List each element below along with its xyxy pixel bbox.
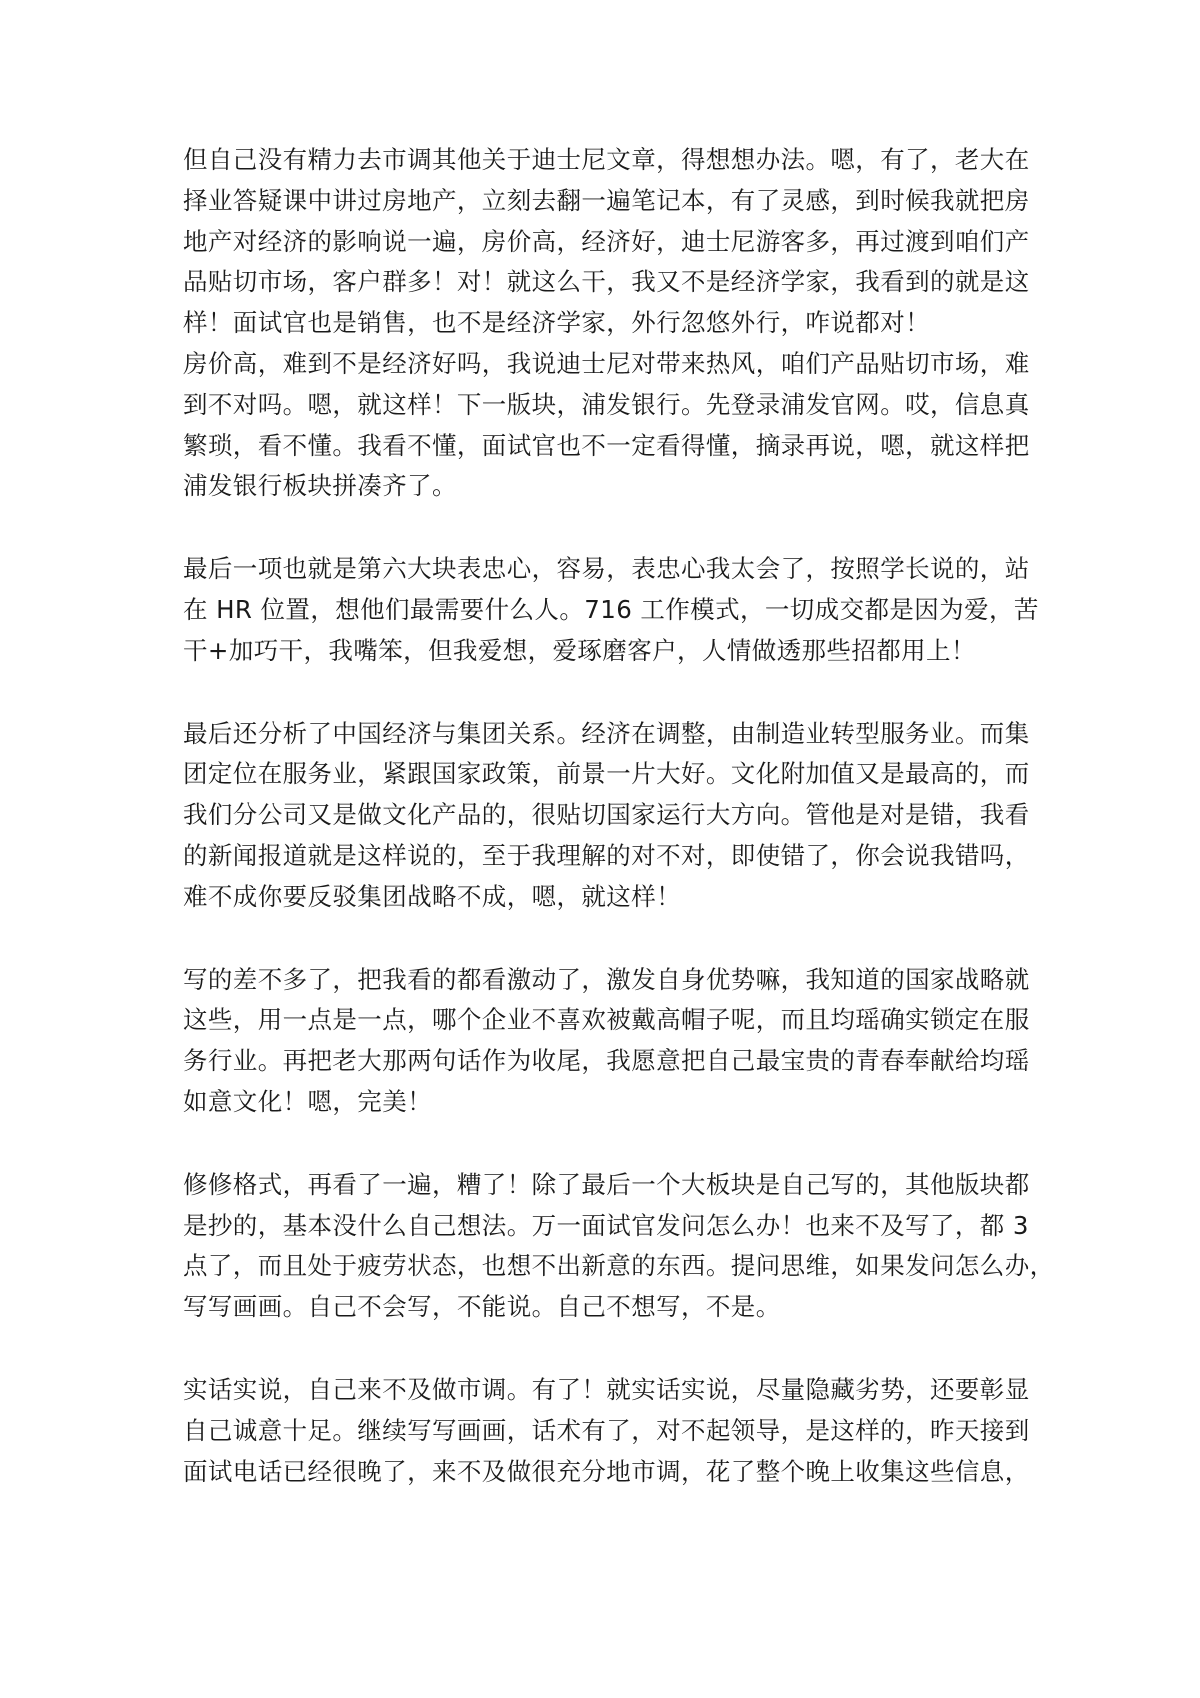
text-line: 样！面试官也是销售，也不是经济学家，外行忽悠外行，咋说都对！	[183, 308, 930, 338]
text-line: 的新闻报道就是这样说的，至于我理解的对不对，即使错了，你会说我错吗，	[183, 840, 1030, 870]
text-line: 最后还分析了中国经济与集团关系。经济在调整，由制造业转型服务业。而集	[183, 718, 1030, 748]
paragraph	[183, 549, 1039, 671]
document-body	[183, 140, 1055, 1534]
text-line: 最后一项也就是第六大块表忠心，容易，表忠心我太会了，按照学长说的，站	[183, 554, 1030, 584]
text-line: 择业答疑课中讲过房地产，立刻去翻一遍笔记本，有了灵感，到时候我就把房	[183, 185, 1030, 215]
text-line: 我们分公司又是做文化产品的，很贴切国家运行大方向。管他是对是错，我看	[183, 800, 1030, 830]
text-line: 地产对经济的影响说一遍，房价高，经济好，迪士尼游客多，再过渡到咱们产	[183, 226, 1030, 256]
text-line: 修修格式，再看了一遍，糟了！除了最后一个大板块是自己写的，其他版块都	[183, 1169, 1030, 1199]
text-line: 写的差不多了，把我看的都看激动了，激发自身优势嘛，我知道的国家战略就	[183, 964, 1030, 994]
text-line: 点了，而且处于疲劳状态，也想不出新意的东西。提问思维，如果发问怎么办，	[183, 1251, 1055, 1281]
text-line: 品贴切市场，客户群多！对！就这么干，我又不是经济学家，我看到的就是这	[183, 267, 1030, 297]
text-line: 繁琐，看不懂。我看不懂，面试官也不一定看得懂，摘录再说，嗯，就这样把	[183, 430, 1030, 460]
text-line: 面试电话已经很晚了，来不及做很充分地市调，花了整个晚上收集这些信息，	[183, 1456, 1030, 1486]
text-line: 到不对吗。嗯，就这样！下一版块，浦发银行。先登录浦发官网。哎，信息真	[183, 389, 1030, 419]
text-line: 房价高，难到不是经济好吗，我说迪士尼对带来热风，咱们产品贴切市场，难	[183, 348, 1030, 378]
paragraph	[183, 960, 1030, 1123]
text-line: 如意文化！嗯，完美！	[183, 1086, 432, 1116]
text-line: 写写画画。自己不会写，不能说。自己不想写，不是。	[183, 1292, 781, 1322]
text-line: 干+加巧干，我嘴笨，但我爱想，爱琢磨客户，人情做透那些招都用上！	[183, 635, 976, 665]
text-line: 但自己没有精力去市调其他关于迪士尼文章，得想想办法。嗯，有了，老大在	[183, 145, 1030, 174]
text-line: 自己诚意十足。继续写写画画，话术有了，对不起领导，是这样的，昨天接到	[183, 1415, 1030, 1445]
text-line: 这些，用一点是一点，哪个企业不喜欢被戴高帽子呢，而且均瑶确实锁定在服	[183, 1005, 1030, 1035]
paragraph	[183, 1370, 1030, 1492]
text-line: 在 HR 位置，想他们最需要什么人。716 工作模式，一切成交都是因为爱，苦	[183, 594, 1039, 624]
text-line: 团定位在服务业，紧跟国家政策，前景一片大好。文化附加值又是最高的，而	[183, 759, 1030, 789]
text-line: 难不成你要反驳集团战略不成，嗯，就这样！	[183, 881, 681, 911]
paragraph	[183, 140, 1030, 507]
paragraph	[183, 714, 1030, 918]
text-line: 浦发银行板块拼凑齐了。	[183, 471, 457, 501]
paragraph	[183, 1165, 1055, 1328]
text-line: 务行业。再把老大那两句话作为收尾，我愿意把自己最宝贵的青春奉献给均瑶	[183, 1046, 1030, 1076]
text-line: 是抄的，基本没什么自己想法。万一面试官发问怎么办！也来不及写了，都 3	[183, 1210, 1029, 1240]
text-line: 实话实说，自己来不及做市调。有了！就实话实说，尽量隐藏劣势，还要彰显	[183, 1374, 1030, 1404]
